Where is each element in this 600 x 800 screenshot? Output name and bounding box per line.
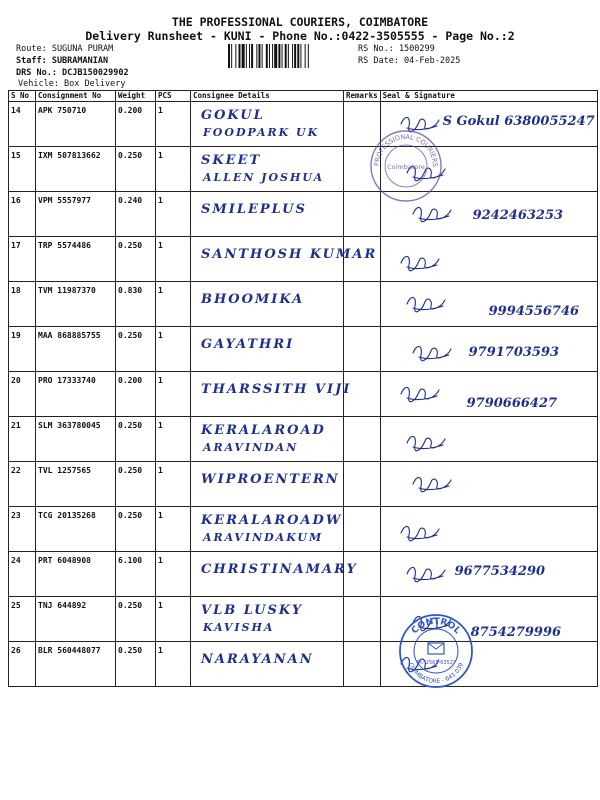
handwritten-consignee: VLB LUSKY xyxy=(201,603,304,618)
stamp-ring-text: PROFESSIONAL COURIERS xyxy=(372,132,440,168)
cell-sno: 24 xyxy=(9,552,36,597)
barcode-bar xyxy=(251,44,253,68)
runsheet-subtitle: Delivery Runsheet - KUNI - Phone No.:0422-3505555 - Page No.:2 xyxy=(85,29,515,43)
cell-pcs: 1 xyxy=(156,462,191,507)
cell-sno: 17 xyxy=(9,237,36,282)
col-header-remarks: Remarks xyxy=(344,91,381,102)
cell-consignment-no: PRT 6048908 xyxy=(36,552,116,597)
seal-stamp-bottom xyxy=(397,612,475,690)
stamp-bottom-text: COIMBATORE - 641 039 xyxy=(406,661,466,686)
staff-label: Staff: SUBRAMANIAN xyxy=(16,56,109,66)
col-header-consignee: Consignee Details xyxy=(191,91,344,102)
handwritten-consignee: GOKUL xyxy=(201,108,265,123)
cell-pcs: 1 xyxy=(156,102,191,147)
cell-remarks xyxy=(344,642,381,687)
barcode-bar xyxy=(269,44,270,68)
cell-weight: 0.200 xyxy=(116,372,156,417)
signature-text: 9790666427 xyxy=(466,396,558,411)
table-row xyxy=(9,237,598,282)
signature-scribble xyxy=(381,417,598,457)
barcode-bar xyxy=(239,44,241,68)
handwritten-consignee: CHRISTINAMARY xyxy=(201,562,358,577)
cell-consignment-no: SLM 363780045 xyxy=(36,417,116,462)
handwritten-consignee: ARAVINDAKUM xyxy=(203,531,324,544)
barcode-bar xyxy=(266,44,268,68)
cell-seal-signature xyxy=(380,462,597,507)
table-row xyxy=(9,507,598,552)
table-header-row xyxy=(9,91,598,102)
cell-consignment-no: TVM 11987370 xyxy=(36,282,116,327)
signature-text: 9242463253 xyxy=(472,208,564,223)
cell-consignment-no: TNJ 644892 xyxy=(36,597,116,642)
signature-text: 8754279996 xyxy=(470,625,562,640)
cell-consignment-no: TCG 20135268 xyxy=(36,507,116,552)
cell-seal-signature xyxy=(380,552,597,597)
cell-weight: 0.250 xyxy=(116,462,156,507)
cell-weight: 0.250 xyxy=(116,327,156,372)
rs-number: RS No.: 1500299 xyxy=(358,44,435,54)
cell-consignee-details xyxy=(191,147,344,192)
table-row xyxy=(9,282,598,327)
barcode-bar xyxy=(294,44,296,68)
seal-stamp-top xyxy=(368,128,444,204)
cell-pcs: 1 xyxy=(156,372,191,417)
table-row xyxy=(9,372,598,417)
handwritten-consignee: KERALAROAD xyxy=(201,423,326,438)
cell-pcs: 1 xyxy=(156,237,191,282)
cell-sno: 18 xyxy=(9,282,36,327)
signature-text: S Gokul 6380055247 xyxy=(442,114,595,129)
handwritten-consignee: ARAVINDAN xyxy=(203,441,299,454)
table-row xyxy=(9,597,598,642)
table-row xyxy=(9,147,598,192)
barcode-bar xyxy=(285,44,287,68)
cell-weight: 0.250 xyxy=(116,147,156,192)
cell-consignee-details xyxy=(191,237,378,282)
barcode-bar xyxy=(305,44,306,68)
cell-seal-signature xyxy=(380,237,597,282)
cell-seal-signature xyxy=(380,282,597,327)
cell-consignment-no: PRO 17333740 xyxy=(36,372,116,417)
table-row xyxy=(9,552,598,597)
cell-weight: 0.240 xyxy=(116,192,156,237)
cell-consignee-details xyxy=(191,282,344,327)
cell-consignment-no: IXM 507813662 xyxy=(36,147,116,192)
barcode-bar xyxy=(278,44,280,68)
table-row xyxy=(9,417,598,462)
barcode-icon xyxy=(228,44,350,68)
barcode-bar xyxy=(231,44,232,68)
cell-sno: 21 xyxy=(9,417,36,462)
cell-weight: 0.200 xyxy=(116,102,156,147)
cell-consignment-no: BLR 560448077 xyxy=(36,642,116,687)
barcode-bar xyxy=(262,44,263,68)
cell-consignee-details xyxy=(191,462,344,507)
col-header-weight: Weight xyxy=(116,91,156,102)
handwritten-consignee: WIPROENTERN xyxy=(201,472,340,487)
cell-pcs: 1 xyxy=(156,282,191,327)
signature-text: 9677534290 xyxy=(454,564,546,579)
cell-consignee-details xyxy=(191,102,344,147)
col-header-signature: Seal & Signature xyxy=(380,91,597,102)
cell-consignee-details xyxy=(191,507,344,552)
col-header-sno: S No xyxy=(9,91,36,102)
barcode-bar xyxy=(288,44,289,68)
vehicle-label: Vehicle: Box Delivery xyxy=(18,79,126,89)
cell-consignee-details xyxy=(191,417,344,462)
cell-remarks xyxy=(344,507,381,552)
handwritten-consignee: KERALAROADW xyxy=(201,513,343,528)
drs-number: DRS No.: DCJB150029902 xyxy=(16,68,129,78)
cell-remarks xyxy=(344,417,381,462)
cell-pcs: 1 xyxy=(156,507,191,552)
table-row xyxy=(9,642,598,687)
cell-sno: 15 xyxy=(9,147,36,192)
barcode-bar xyxy=(249,44,250,68)
barcode-bar xyxy=(282,44,283,68)
cell-weight: 6.100 xyxy=(116,552,156,597)
cell-weight: 0.250 xyxy=(116,237,156,282)
barcode-bar xyxy=(246,44,247,68)
handwritten-consignee: NARAYANAN xyxy=(201,652,314,667)
signature-scribble xyxy=(381,237,598,277)
handwritten-consignee: ALLEN JOSHUA xyxy=(203,171,325,184)
cell-pcs: 1 xyxy=(156,552,191,597)
handwritten-consignee: KAVISHA xyxy=(203,621,275,634)
cell-consignment-no: TVL 1257565 xyxy=(36,462,116,507)
signature-scribble xyxy=(381,462,598,502)
cell-sno: 22 xyxy=(9,462,36,507)
route-label: Route: SUGUNA PURAM xyxy=(16,44,114,54)
barcode-bar xyxy=(292,44,293,68)
cell-sno: 14 xyxy=(9,102,36,147)
cell-sno: 19 xyxy=(9,327,36,372)
cell-pcs: 1 xyxy=(156,192,191,237)
barcode-bar xyxy=(300,44,301,68)
cell-pcs: 1 xyxy=(156,147,191,192)
cell-seal-signature xyxy=(380,507,597,552)
cell-seal-signature xyxy=(380,327,597,372)
handwritten-consignee: BHOOMIKA xyxy=(201,292,305,307)
cell-weight: 0.250 xyxy=(116,642,156,687)
stamp-number-text: Ph: 2565-6352? xyxy=(416,660,456,666)
barcode-bar xyxy=(242,44,245,68)
cell-weight: 0.250 xyxy=(116,507,156,552)
col-header-consignment: Consignment No xyxy=(36,91,116,102)
cell-sno: 25 xyxy=(9,597,36,642)
cell-remarks xyxy=(344,327,381,372)
cell-seal-signature xyxy=(380,372,597,417)
cell-remarks xyxy=(344,597,381,642)
cell-weight: 0.250 xyxy=(116,417,156,462)
barcode-bar xyxy=(235,44,236,68)
handwritten-consignee: SKEET xyxy=(201,153,262,168)
cell-consignee-details xyxy=(191,372,352,417)
cell-sno: 23 xyxy=(9,507,36,552)
cell-pcs: 1 xyxy=(156,327,191,372)
stamp-top-text: CONTROL xyxy=(409,616,463,637)
cell-consignee-details xyxy=(191,192,344,237)
cell-weight: 0.830 xyxy=(116,282,156,327)
cell-sno: 26 xyxy=(9,642,36,687)
cell-consignee-details xyxy=(191,597,344,642)
barcode-bar xyxy=(258,44,260,68)
signature-scribble xyxy=(381,507,598,547)
cell-consignment-no: TRP 5574486 xyxy=(36,237,116,282)
stamp-center-text: Coimbatore xyxy=(387,163,425,171)
table-row xyxy=(9,192,598,237)
table-row xyxy=(9,102,598,147)
handwritten-consignee: THARSSITH VIJI xyxy=(201,382,352,397)
cell-remarks xyxy=(344,282,381,327)
cell-pcs: 1 xyxy=(156,642,191,687)
barcode-bar xyxy=(256,44,257,68)
runsheet-table xyxy=(8,90,598,687)
cell-consignee-details xyxy=(191,552,358,597)
cell-pcs: 1 xyxy=(156,417,191,462)
company-title: THE PROFESSIONAL COURIERS, COIMBATORE xyxy=(171,15,429,29)
cell-consignee-details xyxy=(191,327,344,372)
cell-pcs: 1 xyxy=(156,597,191,642)
signature-text: 9994556746 xyxy=(488,304,580,319)
col-header-pcs: PCS xyxy=(156,91,191,102)
cell-consignment-no: MAA 868885755 xyxy=(36,327,116,372)
cell-sno: 16 xyxy=(9,192,36,237)
cell-consignee-details xyxy=(191,642,344,687)
barcode-bar xyxy=(308,44,309,68)
signature-text: 9791703593 xyxy=(468,345,560,360)
handwritten-consignee: FOODPARK UK xyxy=(203,126,320,139)
barcode-bar xyxy=(274,44,277,68)
handwritten-consignee: SMILEPLUS xyxy=(201,202,307,217)
handwritten-consignee: SANTHOSH KUMAR xyxy=(201,247,378,262)
barcode-bar xyxy=(272,44,273,68)
cell-seal-signature xyxy=(380,417,597,462)
table-row xyxy=(9,462,598,507)
barcode-bar xyxy=(228,44,230,68)
cell-remarks xyxy=(344,462,381,507)
table-row xyxy=(9,327,598,372)
handwritten-consignee: GAYATHRI xyxy=(201,337,295,352)
cell-consignment-no: VPM 5557977 xyxy=(36,192,116,237)
cell-sno: 20 xyxy=(9,372,36,417)
rs-date: RS Date: 04-Feb-2025 xyxy=(358,56,461,66)
cell-weight: 0.250 xyxy=(116,597,156,642)
cell-consignment-no: APK 750710 xyxy=(36,102,116,147)
svg-text:PROFESSIONAL COURIERS xyxy=(373,133,439,167)
barcode-bar xyxy=(297,44,299,68)
